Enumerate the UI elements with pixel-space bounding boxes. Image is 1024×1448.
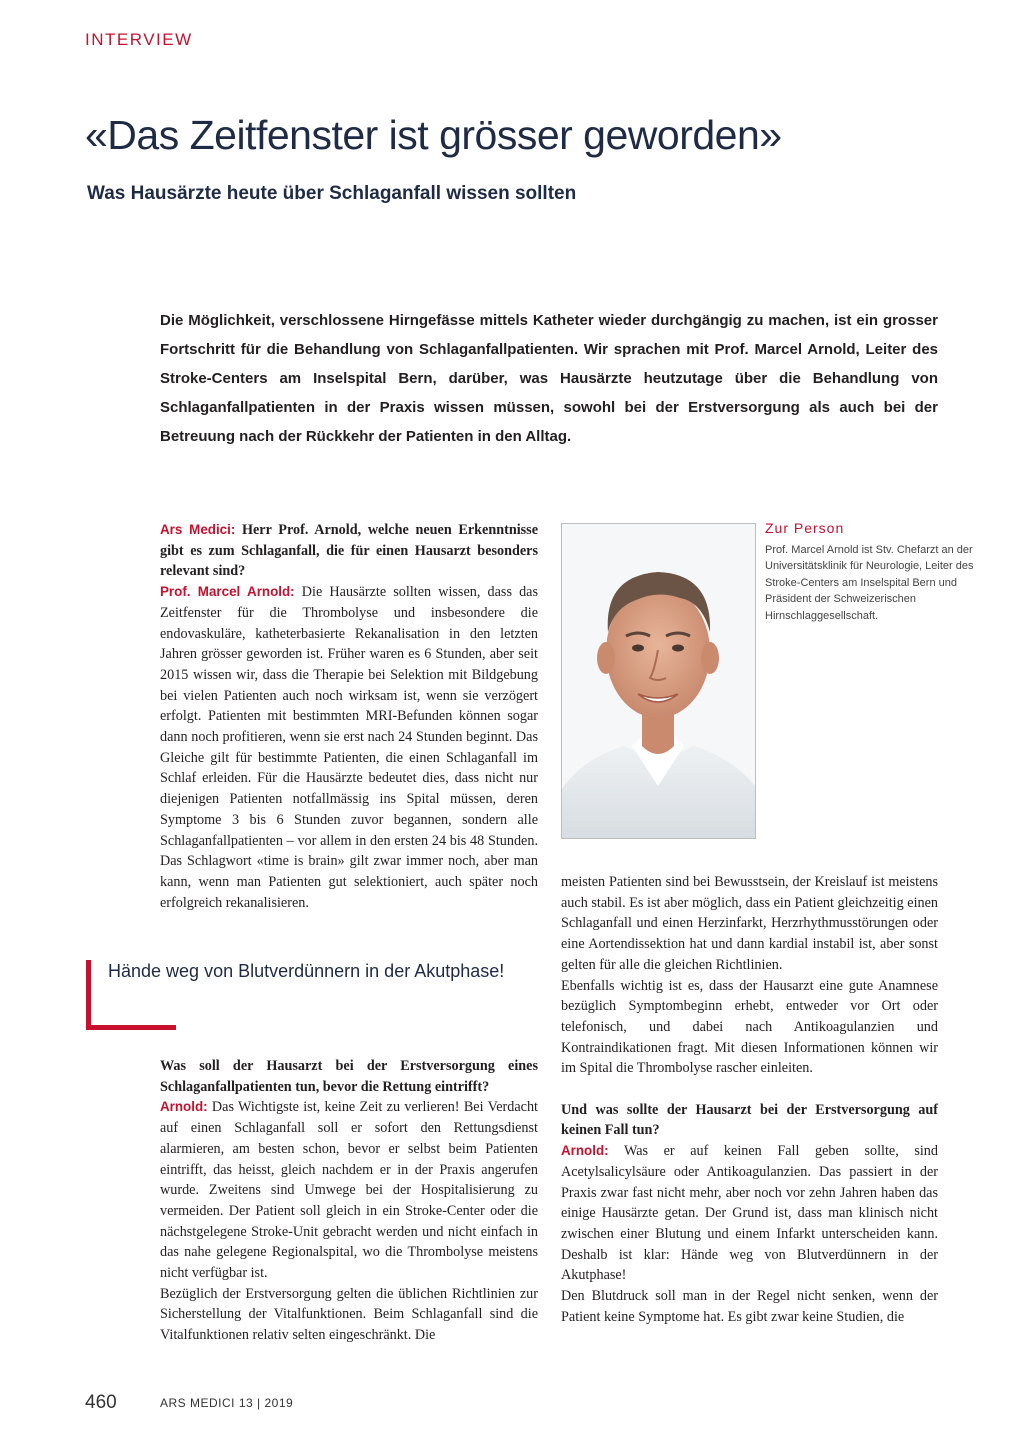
sidebar-heading: Zur Person xyxy=(765,520,845,536)
answer-2-right-1: meisten Patienten sind bei Bewusstsein, der Kreislauf ist meistens auch stabil. Es ist aber möglich, dass ein Patient gleichzeitig einen Schlaganfall und einen Herzinfarkt, Herzrhythmusstörungen oder eine Aortendissektion hat und dann kardial instabil ist, aber sonst gelten für alle die gleichen Richtlinien. xyxy=(561,874,938,973)
answer-1 xyxy=(160,582,538,913)
answer-3 xyxy=(561,1141,938,1286)
answer-3-text: Was er auf keinen Fall geben sollte, sind Acetylsalicylsäure oder Antikoagulanzien. Das passiert in der Praxis zwar fast nicht mehr, aber noch vor zehn Jahren haben das einige Hausärzte getan. Der Grund ist, dass man klinisch nicht zwischen einer Blutung und einem Infarkt unterscheiden kann. Deshalb ist klar: Hände weg von Blutverdünnern in der Akutphase! xyxy=(561,1143,938,1284)
portrait-photo xyxy=(561,523,756,839)
answer-2-continued: Bezüglich der Erstversorgung gelten die üblichen Richtlinien zur Sicherstellung der Vitalfunktionen. Beim Schlaganfall sind die Vitalfunktionen relativ selten eingeschränkt. Die xyxy=(160,1285,538,1344)
interviewee-label: Arnold: xyxy=(160,1099,208,1115)
pull-quote: Hände weg von Blutverdünnern in der Akutphase! xyxy=(108,961,505,981)
lead-paragraph: Die Möglichkeit, verschlossene Hirngefässe mittels Katheter wieder durchgängig zu machen, ist ein grosser Fortschritt für die Behandlung von Schlaganfallpatienten. Wir sprachen mit Prof. Marcel Arnold, Leiter des Stroke-Centers am Inselspital Bern, darüber, was Hausärzte heutzutage über die Behandlung von Schlaganfallpatienten in der Praxis wissen müssen, sowohl bei der Erstversorgung als auch bei der Betreuung nach der Rückkehr der Patienten in den Alltag. xyxy=(160,312,938,445)
page-number: 460 xyxy=(85,1392,117,1413)
question-1 xyxy=(160,520,538,582)
question-2: Was soll der Hausarzt bei der Erstversorgung eines Schlaganfallpatienten tun, bevor die Rettung eintrifft? xyxy=(160,1058,538,1095)
answer-1-text: Die Hausärzte sollten wissen, dass das Zeitfenster für die Thrombolyse und insbesondere die endovaskuläre, katheterbasierte Rekanalisation in den letzten Jahren grösser geworden ist. Früher waren es 6 Stunden, aber seit 2015 wissen wir, dass die Therapie bei Selektion mit Bildgebung bei vielen Patienten auch noch wirksam ist, wenn sie verzögert erfolgt. Patienten mit bestimmten MRI-Befunden können sogar dann noch profitieren, wenn sie erst nach 24 Stunden beginnt. Das Gleiche gilt für bestimmte Patienten, die einen Schlaganfall im Schlaf erleiden. Für die Hausärzte bedeutet dies, dass nicht nur diejenigen Patienten notfallmässig ins Spital müssen, deren Symptome 3 bis 6 Stunden zuvor begannen, sondern alle Schlaganfallpatienten – vor allem in den ersten 24 bis 48 Stunden. Das Schlagwort «time is brain» gilt zwar immer noch, aber man kann, wenn man Patienten gut selektioniert, auch später noch erfolgreich rekanalisieren. xyxy=(160,584,539,911)
interviewee-label: Arnold: xyxy=(561,1143,609,1159)
answer-2 xyxy=(160,1097,538,1283)
column-left-top xyxy=(160,520,538,913)
answer-2-right-2: Ebenfalls wichtig ist es, dass der Hausarzt eine gute Anamnese bezüglich Symptombeginn erhebt, entweder vor Ort oder telefonisch, und dabei nach Antikoagulanzien und Kontraindikationen fragt. Mit diesen Informationen können wir im Spital die Thrombolyse rascher einleiten. xyxy=(561,977,938,1077)
question-3: Und was sollte der Hausarzt bei der Erstversorgung auf keinen Fall tun? xyxy=(561,1101,938,1139)
interviewee-label: Prof. Marcel Arnold: xyxy=(160,584,295,600)
portrait-illustration xyxy=(562,524,755,838)
section-label: INTERVIEW xyxy=(85,30,193,49)
article-subtitle: Was Hausärzte heute über Schlaganfall wissen sollten xyxy=(87,183,577,204)
interviewer-label: Ars Medici: xyxy=(160,522,236,537)
column-right xyxy=(561,872,938,1327)
answer-2-text: Das Wichtigste ist, keine Zeit zu verlieren! Bei Verdacht auf einen Schlaganfall soll er sofort den Rettungsdienst alarmieren, am besten schon, bevor er selbst beim Patienten eintrifft, das heisst, gleich nachdem er in der Praxis angerufen wurde. Zweitens sind Umwege bei der Hospitalisierung zu vermeiden. Der Patient soll gleich in ein Stroke-Center oder die nächstgelegene Stroke-Unit gebracht werden und nicht einfach in das nahe gelegene Regionalspital, wo die Thrombolyse meistens nicht verfügbar ist. xyxy=(160,1099,538,1282)
article-title: «Das Zeitfenster ist grösser geworden» xyxy=(85,112,782,158)
column-left-bottom xyxy=(160,1056,538,1346)
journal-footer: ARS MEDICI 13 | 2019 xyxy=(160,1396,294,1410)
question-1-text: Herr Prof. Arnold, welche neuen Erkenntnisse gibt es zum Schlaganfall, die für einen Hausarzt besonders relevant sind? xyxy=(160,522,538,580)
answer-3-continued: Den Blutdruck soll man in der Regel nicht senken, wenn der Patient keine Symptome hat. Es gibt zwar keine Studien, die xyxy=(561,1288,938,1325)
sidebar-text: Prof. Marcel Arnold ist Stv. Chefarzt an der Universitätsklinik für Neurologie, Leiter des Stroke-Centers am Inselspital Bern und Präsident der Schweizerischen Hirnschlaggesellschaft. xyxy=(765,544,974,622)
